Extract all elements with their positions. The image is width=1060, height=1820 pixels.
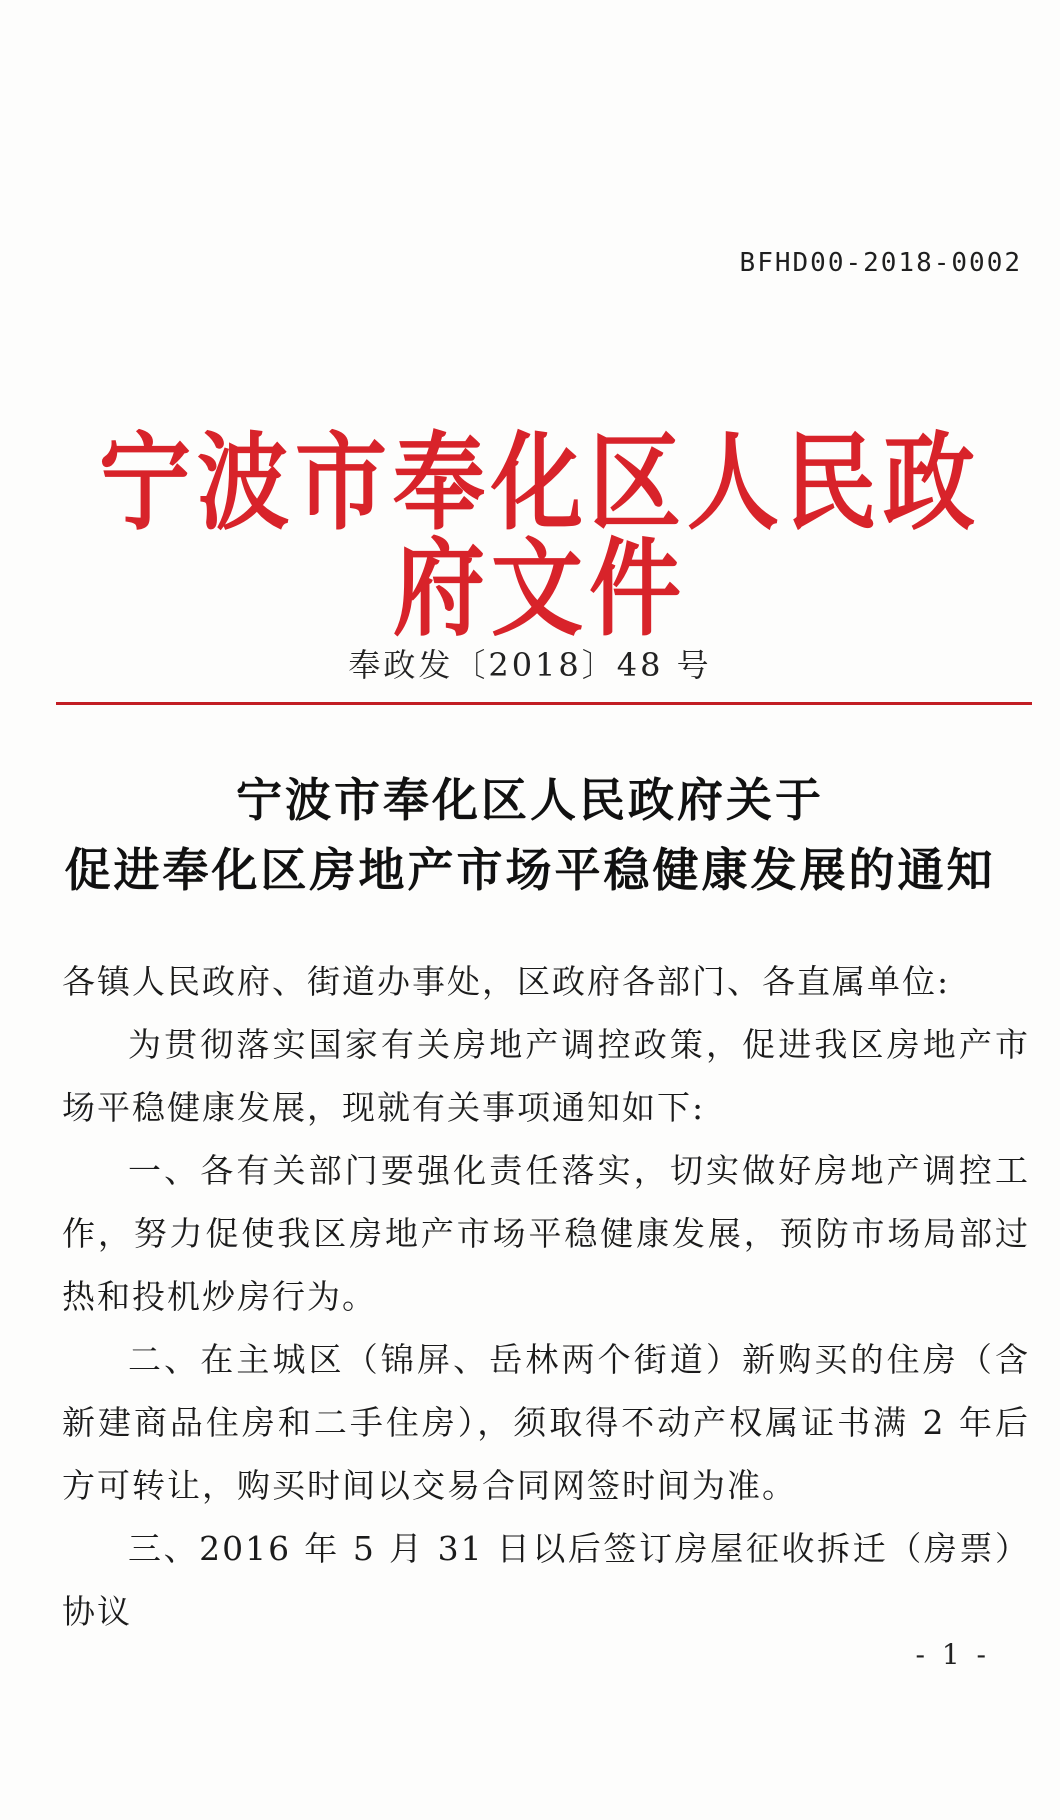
- paragraph-item-2: 二、在主城区（锦屏、岳林两个街道）新购买的住房（含新建商品住房和二手住房），须取得不动产权属证书满 2 年后方可转让，购买时间以交易合同网签时间为准。: [62, 1340, 1030, 1505]
- paragraph-item-1: 一、各有关部门要强化责任落实，切实做好房地产调控工作，努力促使我区房地产市场平稳健康发展，预防市场局部过热和投机炒房行为。: [62, 1151, 1030, 1316]
- red-separator-line: [56, 702, 1032, 705]
- notice-title-line-1: 宁波市奉化区人民政府关于: [236, 773, 824, 827]
- page-number: - 1 -: [915, 1638, 990, 1671]
- document-number: 奉政发〔2018〕48 号: [348, 646, 712, 684]
- document-code: BFHD00-2018-0002: [739, 248, 1022, 278]
- issuing-authority-header: 宁波市奉化区人民政府文件: [98, 420, 981, 651]
- paragraph-intro: 为贯彻落实国家有关房地产调控政策，促进我区房地产市场平稳健康发展，现就有关事项通知如下:: [62, 1025, 1030, 1127]
- paragraph-item-3: 三、2016 年 5 月 31 日以后签订房屋征收拆迁（房票）协议: [62, 1529, 1030, 1631]
- notice-title-line-2: 促进奉化区房地产市场平稳健康发展的通知: [64, 843, 996, 897]
- salutation: 各镇人民政府、街道办事处，区政府各部门、各直属单位:: [62, 962, 951, 1001]
- document-body: [62, 950, 1030, 1643]
- notice-title: [0, 765, 1060, 905]
